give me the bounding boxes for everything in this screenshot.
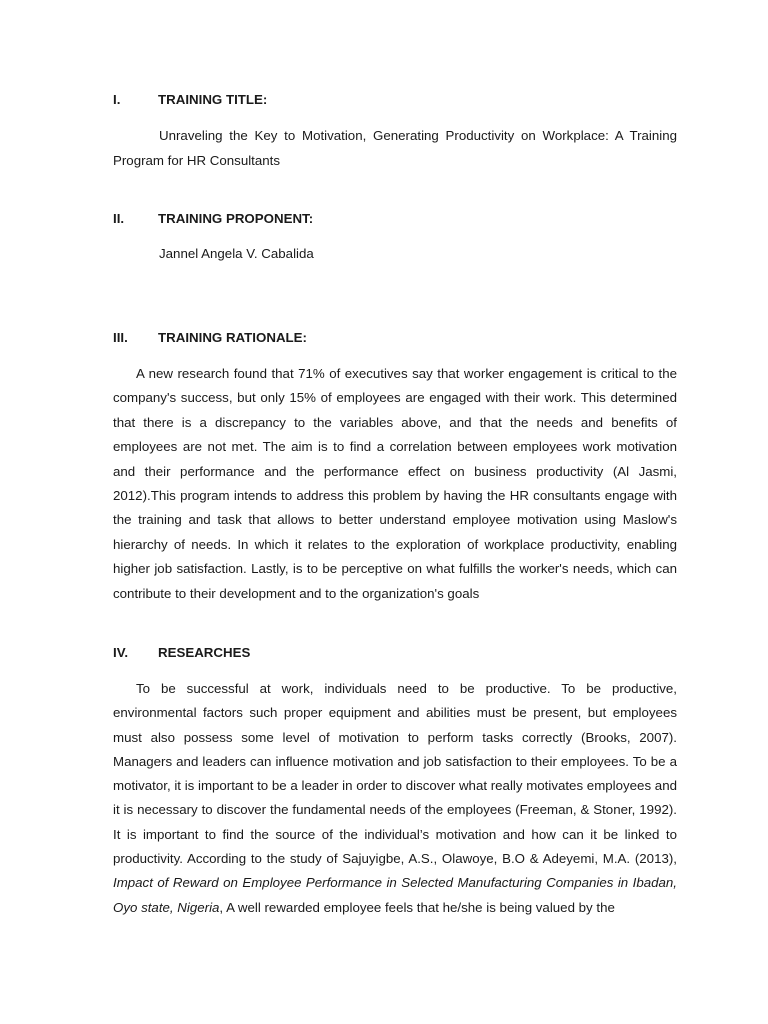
rationale-paragraph: A new research found that 71% of executives say that worker engagement is critical to the company's success, but only 15% of employees are engaged with their work. This determined that there is a discrepancy to the variables above, and that the needs and benefits of employees are not met. The aim is to find a correlation between employees work motivation and their performance and the performance effect on business productivity (Al Jasmi, 2012).This program intends to address this problem by having the HR consultants engage with the training and task that allows to better understand employee motivation using Maslow's hierarchy of needs. In which it relates to the exploration of workplace productivity, enabling higher job satisfaction. Lastly, is to be perceptive on what fulfills the worker's needs, which can contribute to their development and to the organization's goals bbox=[113, 366, 677, 601]
section-number: IV. bbox=[113, 645, 129, 660]
rationale-text bbox=[113, 362, 677, 606]
researches-paragraph bbox=[113, 677, 677, 920]
researches-text bbox=[113, 677, 677, 920]
section-title: TRAINING TITLE: bbox=[158, 92, 268, 107]
section-number: II. bbox=[113, 211, 125, 226]
section-heading-training-title bbox=[113, 92, 267, 107]
section-number: III. bbox=[113, 330, 128, 345]
section-number: I. bbox=[113, 92, 121, 107]
section-heading-researches bbox=[113, 645, 250, 660]
section-heading-training-rationale bbox=[113, 330, 307, 345]
section-title: TRAINING PROPONENT: bbox=[158, 211, 314, 226]
researches-body-part1: To be successful at work, individuals need to be productive. To be productive, environmental factors such proper equipment and abilities must be present, but employees must also possess some level of motivation to perform tasks correctly (Brooks, 2007). Managers and leaders can influence motivation and job satisfaction to their employees. To be a motivator, it is important to be a leader in order to discover what really motivates employees and it is necessary to discover the fundamental needs of the employees (Freeman, & Stoner, 1992). It is important to find the source of the individual’s motivation and how can it be linked to productivity. According to the study of Sajuyigbe, A.S., Olawoye, B.O & Adeyemi, M.A. (2013), bbox=[113, 681, 677, 867]
researches-cited-title: Impact of Reward on Employee Performance in Selected Manufacturing Companies in Ibadan, Oyo state, Nigeria bbox=[113, 875, 677, 915]
researches-body-part2: , A well rewarded employee feels that he/she is being valued by the bbox=[219, 899, 615, 915]
section-heading-training-proponent bbox=[113, 211, 313, 226]
training-title-paragraph: Unraveling the Key to Motivation, Generating Productivity on Workplace: A Training Program for HR Consultants bbox=[113, 128, 677, 168]
section-title: RESEARCHES bbox=[158, 645, 251, 660]
section-title: TRAINING RATIONALE: bbox=[158, 330, 307, 345]
proponent-name: Jannel Angela V. Cabalida bbox=[159, 246, 314, 261]
training-title-text bbox=[113, 123, 677, 173]
